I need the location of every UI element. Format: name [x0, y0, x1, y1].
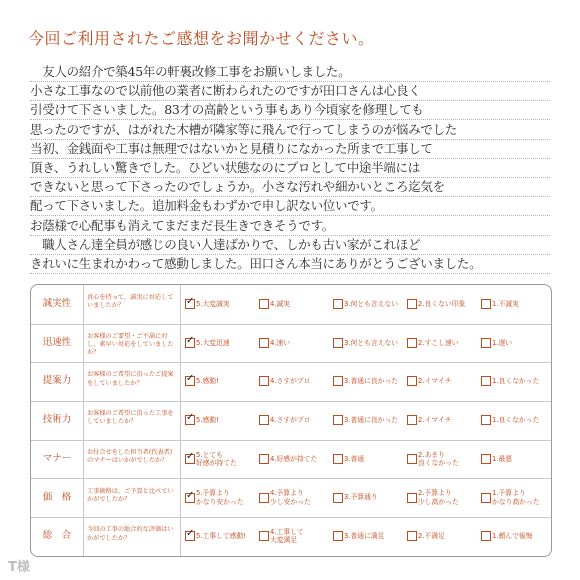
checked-checkbox[interactable]	[185, 376, 195, 386]
survey-option-label: 3.普通に満足	[344, 532, 385, 541]
survey-option-label: 5.感動!	[196, 377, 219, 386]
survey-question: 真心を持って、誠実に対応していましたか？	[83, 285, 181, 324]
letter-line: きれいに生まれかわって感動しました。田口さん本当にありがとうございました。	[30, 254, 550, 274]
survey-option-label: 5.大変迅速	[196, 338, 230, 347]
survey-option-label: 5.とても 好感が持てた	[196, 450, 237, 467]
checkbox[interactable]	[333, 299, 343, 309]
survey-option[interactable]	[477, 517, 550, 556]
survey-option[interactable]	[255, 517, 328, 556]
survey-option[interactable]	[403, 479, 476, 518]
survey-option[interactable]	[255, 285, 328, 324]
survey-question: お付合せをした担当者(代表者)のマナーはいかがでしたか？	[83, 440, 181, 479]
survey-option-label: 3.普通に良かった	[344, 377, 399, 386]
checkbox[interactable]	[407, 454, 417, 464]
survey-row	[31, 285, 551, 325]
survey-option-label: 3.予算通り	[344, 493, 378, 502]
survey-row	[31, 362, 551, 402]
survey-option[interactable]	[329, 285, 402, 324]
survey-option[interactable]	[181, 401, 254, 440]
survey-option[interactable]	[181, 324, 254, 363]
letter-line: 頂き、うれしい驚きでした。ひどい状態なのにプロとして中途半端には	[30, 158, 550, 178]
survey-option[interactable]	[477, 362, 550, 401]
checkbox[interactable]	[407, 415, 417, 425]
checkbox[interactable]	[259, 376, 269, 386]
survey-option-label: 2.あまり 良くなかった	[418, 450, 459, 467]
letter-line: 引受けて下さいました。83才の高齢という事もあり今頃家を修理しても	[30, 100, 550, 120]
survey-row	[31, 401, 551, 441]
survey-option-label: 1.良くなかった	[492, 377, 540, 386]
survey-option-label: 3.普通	[344, 454, 365, 463]
survey-option[interactable]	[477, 440, 550, 479]
letter-line: 思ったのですが、はがれた木槽が隣家等に飛んで行ってしまうのが悩みでした	[30, 120, 550, 140]
survey-option-label: 1.遅い	[492, 338, 513, 347]
checked-checkbox[interactable]	[185, 531, 195, 541]
survey-option[interactable]	[255, 440, 328, 479]
checkbox[interactable]	[259, 338, 269, 348]
survey-category: 総 合	[31, 517, 84, 556]
checkbox[interactable]	[333, 376, 343, 386]
survey-option[interactable]	[477, 479, 550, 518]
survey-option[interactable]	[181, 479, 254, 518]
checked-checkbox[interactable]	[185, 299, 195, 309]
survey-option[interactable]	[477, 324, 550, 363]
header	[0, 0, 580, 66]
survey-option[interactable]	[181, 517, 254, 556]
survey-option-label: 4.さすがプロ	[270, 416, 311, 425]
survey-option[interactable]	[403, 517, 476, 556]
survey-question: お客様のご希望に沿ったご提案をしていましたか？	[83, 362, 181, 401]
checkbox[interactable]	[259, 531, 269, 541]
checkbox[interactable]	[259, 299, 269, 309]
survey-category: マナー	[31, 440, 84, 479]
checkbox[interactable]	[481, 299, 491, 309]
survey-option-label: 4.好感が持てた	[270, 454, 318, 463]
checkbox[interactable]	[407, 299, 417, 309]
survey-category: 技術力	[31, 401, 84, 440]
survey-question: 今回の工事の総合的な評価はいかがでしたか？	[83, 517, 181, 556]
survey-option[interactable]	[329, 517, 402, 556]
handwritten-letter	[30, 62, 550, 274]
survey-option[interactable]	[255, 401, 328, 440]
checkbox[interactable]	[333, 531, 343, 541]
survey-option-label: 5.大変誠実	[196, 299, 230, 308]
survey-option[interactable]	[403, 362, 476, 401]
survey-option-label: 5.予算より かなり安かった	[196, 489, 244, 506]
survey-option[interactable]	[403, 440, 476, 479]
checkbox[interactable]	[259, 493, 269, 503]
survey-option-label: 1.予算より かなり高かった	[492, 489, 540, 506]
survey-option-label: 4.さすがプロ	[270, 377, 311, 386]
survey-option[interactable]	[329, 401, 402, 440]
checked-checkbox[interactable]	[185, 454, 195, 464]
survey-option-label: 1.最悪	[492, 454, 513, 463]
survey-option-label: 4.予算より 少し安かった	[270, 489, 311, 506]
letter-line: 当初、金銭面や工事は無理ではないかと見積りになかった所まで工事して	[30, 139, 550, 159]
survey-option[interactable]	[477, 401, 550, 440]
checkbox[interactable]	[481, 493, 491, 503]
checked-checkbox[interactable]	[185, 338, 195, 348]
checked-checkbox[interactable]	[185, 493, 195, 503]
page-title: 今回ご利用されたご感想をお聞かせください。	[28, 29, 375, 48]
checkbox[interactable]	[333, 454, 343, 464]
checkbox[interactable]	[481, 454, 491, 464]
survey-option-label: 2.予算より 少し高かった	[418, 489, 459, 506]
survey-option[interactable]	[255, 362, 328, 401]
checkbox[interactable]	[259, 454, 269, 464]
survey-option[interactable]	[329, 440, 402, 479]
survey-category: 価 格	[31, 479, 84, 518]
checkbox[interactable]	[259, 415, 269, 425]
checkbox[interactable]	[333, 338, 343, 348]
survey-category: 誠実性	[31, 285, 84, 324]
survey-row	[31, 479, 551, 519]
survey-question: お客様のご希望に沿った工事をしていましたか？	[83, 401, 181, 440]
survey-option-label: 4.速い	[270, 338, 291, 347]
survey-option[interactable]	[329, 479, 402, 518]
survey-question: お客様のご要望・ご不満に対し、素早い対応をしていましたか？	[83, 324, 181, 363]
checkbox[interactable]	[407, 531, 417, 541]
survey-option[interactable]	[181, 285, 254, 324]
survey-option[interactable]	[403, 401, 476, 440]
survey-row	[31, 517, 551, 556]
survey-option[interactable]	[329, 362, 402, 401]
checkbox[interactable]	[333, 493, 343, 503]
survey-option-label: 1.良くなかった	[492, 416, 540, 425]
survey-option-label: 5.感動!	[196, 416, 219, 425]
checkbox[interactable]	[333, 415, 343, 425]
survey-option[interactable]	[255, 479, 328, 518]
survey-option[interactable]	[329, 324, 402, 363]
letter-line: 配って下さいました。追加料金もわずかで申し訳ない位いです。	[30, 196, 550, 216]
survey-option-label: 3.普通に良かった	[344, 416, 399, 425]
survey-option-label: 3.何とも言えない	[344, 299, 399, 308]
survey-option-label: 2.良くない印象	[418, 299, 466, 308]
letter-line: お蔭様で心配事も消えてまだまだ長生きできそうです。	[30, 216, 550, 236]
letter-line: 友人の紹介で築45年の軒裏改修工事をお願いしました。	[30, 62, 550, 82]
checked-checkbox[interactable]	[185, 415, 195, 425]
survey-option-label: 1.不誠実	[492, 299, 519, 308]
checkbox[interactable]	[481, 338, 491, 348]
survey-option-label: 1.頼んで後悔	[492, 532, 533, 541]
survey-option-label: 2.すこし速い	[418, 338, 459, 347]
survey-option[interactable]	[403, 285, 476, 324]
survey-option[interactable]	[181, 440, 254, 479]
survey-category: 迅速性	[31, 324, 84, 363]
letter-line: 職人さん達全員が感じの良い人達ばかりで、しかも古い家がこれほど	[30, 235, 550, 255]
survey-option-label: 4.誠実	[270, 299, 291, 308]
customer-name: T様	[8, 560, 30, 575]
survey-row	[31, 324, 551, 364]
survey-option[interactable]	[403, 324, 476, 363]
survey-row	[31, 440, 551, 480]
letter-line: できないと思って下さったのでしょうか。小さな汚れや細かいところ迄気を	[30, 177, 550, 197]
survey-category: 提案力	[31, 362, 84, 401]
survey-option-label: 2.イマイチ	[418, 416, 452, 425]
checkbox[interactable]	[481, 415, 491, 425]
checkbox[interactable]	[407, 338, 417, 348]
checkbox[interactable]	[407, 493, 417, 503]
checkbox[interactable]	[481, 376, 491, 386]
survey-option-label: 5.工事して感動!	[196, 532, 246, 541]
survey-option[interactable]	[477, 285, 550, 324]
survey-question: 工事価格は、ご予算と比べていかがでしたか？	[83, 479, 181, 518]
checkbox[interactable]	[407, 376, 417, 386]
checkbox[interactable]	[481, 531, 491, 541]
letter-line: 小さな工事なので以前他の業者に断わられたのですが田口さんは心良く	[30, 81, 550, 101]
survey-table	[30, 284, 552, 557]
survey-option[interactable]	[255, 324, 328, 363]
survey-option-label: 3.何とも言えない	[344, 338, 399, 347]
survey-option-label: 2.イマイチ	[418, 377, 452, 386]
survey-option-label: 4.工事して 大変満足	[270, 528, 304, 545]
survey-option-label: 2.不満足	[418, 532, 445, 541]
survey-option[interactable]	[181, 362, 254, 401]
